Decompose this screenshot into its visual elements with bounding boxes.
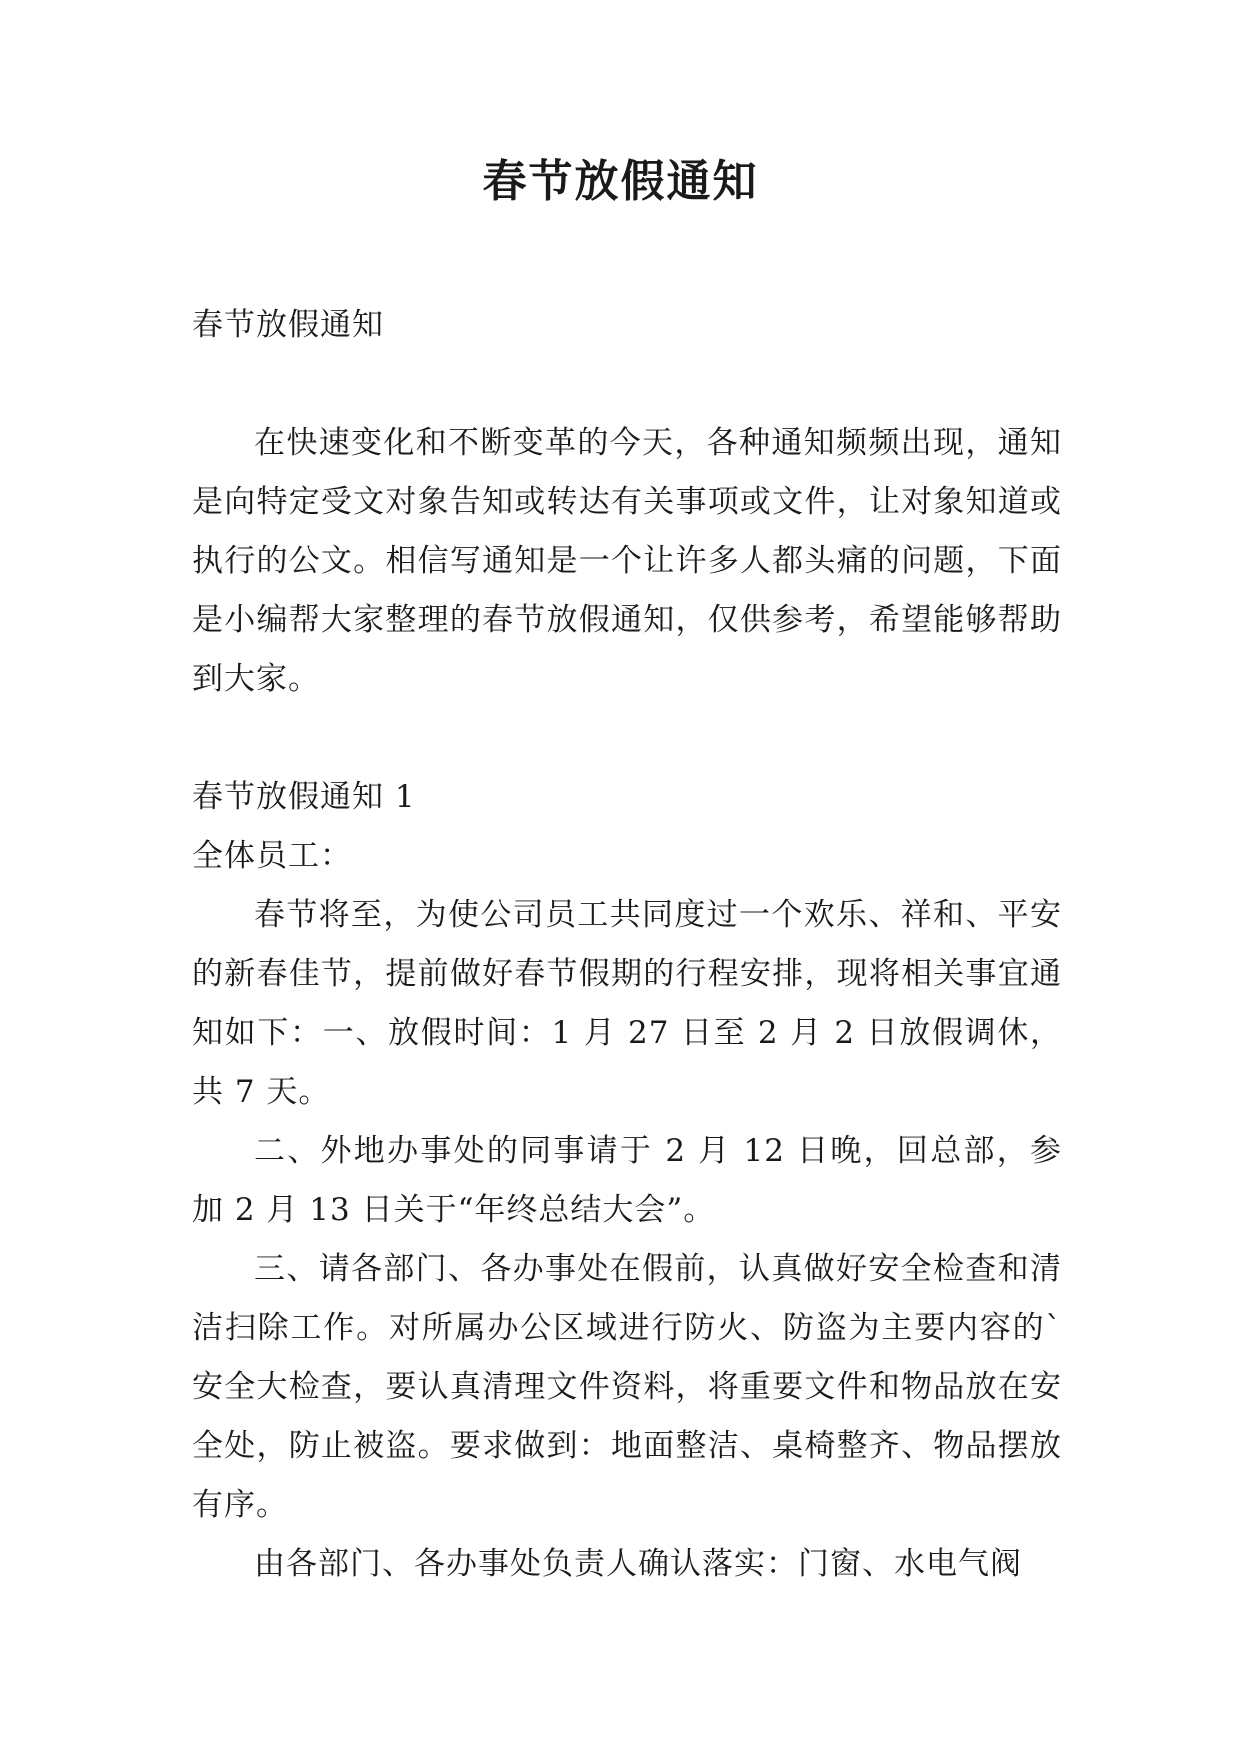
body-paragraph: 春节将至，为使公司员工共同度过一个欢乐、祥和、平安的新春佳节，提前做好春节假期的行程安排，现将相关事宜通知如下：一、放假时间：1 月 27 日至 2 月 2 日放假调休，共 7 天。 [192,897,1062,1110]
document-subtitle: 春节放假通知 [192,307,384,343]
body-paragraph: 三、请各部门、各办事处在假前，认真做好安全检查和清洁扫除工作。对所属办公区域进行防火、防盗为主要内容的`安全大检查，要认真清理文件资料，将重要文件和物品放在安全处，防止被盗。要求做到：地面整洁、桌椅整齐、物品摆放有序。 [192,1251,1062,1523]
body-paragraph: 二、外地办事处的同事请于 2 月 12 日晚，回总部，参加 2 月 13 日关于“年终总结大会”。 [192,1133,1062,1228]
body-paragraph: 由各部门、各办事处负责人确认落实：门窗、水电气阀 [254,1546,1022,1582]
section-heading: 春节放假通知 1 [192,779,416,815]
document-title: 春节放假通知 [482,156,759,207]
intro-paragraph: 在快速变化和不断变革的今天，各种通知频频出现，通知是向特定受文对象告知或转达有关事项或文件，让对象知道或执行的公文。相信写通知是一个让许多人都头痛的问题，下面是小编帮大家整理的春节放假通知，仅供参考，希望能够帮助到大家。 [192,425,1062,697]
document-body [192,296,1062,1594]
salutation: 全体员工： [192,838,352,874]
